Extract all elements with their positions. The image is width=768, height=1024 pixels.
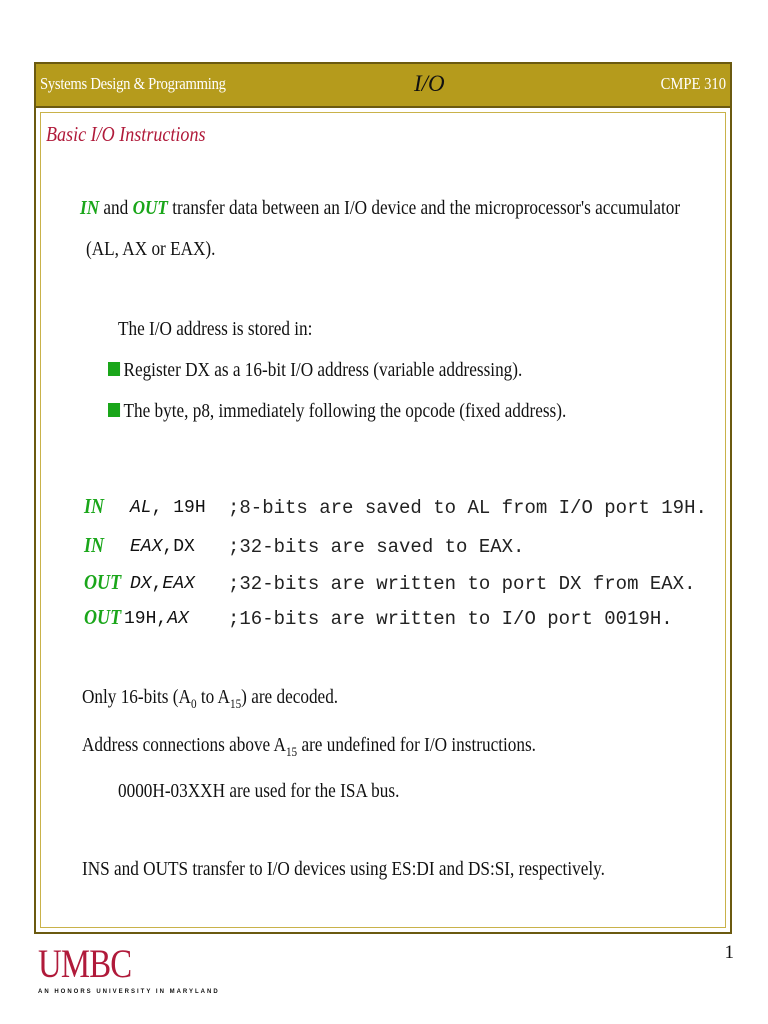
operand-sep: , — [162, 537, 174, 557]
page-number: 1 — [724, 942, 734, 963]
operand-sep: , — [151, 574, 163, 594]
course-title: Systems Design & Programming — [40, 74, 226, 93]
bullet-item — [108, 359, 522, 382]
operand-a: EAX — [130, 537, 163, 557]
bullet-text: Register DX as a 16-bit I/O address (variable addressing). — [123, 359, 523, 381]
address-note — [82, 734, 536, 760]
code-operands — [130, 498, 206, 518]
operand-b: DX — [173, 537, 195, 557]
code-operands — [130, 574, 195, 594]
code-comment: ;8-bits are saved to AL from I/O port 19H. — [228, 497, 707, 519]
operand-a: DX — [130, 574, 152, 594]
decode-note — [82, 686, 338, 712]
keyword-out: OUT — [132, 197, 168, 219]
subscript: 15 — [229, 696, 242, 711]
content-frame — [40, 112, 726, 928]
code-keyword: IN — [84, 494, 105, 518]
isa-note: 0000H-03XXH are used for the ISA bus. — [118, 780, 400, 802]
bullet-icon — [108, 362, 120, 376]
ins-outs-note: INS and OUTS transfer to I/O devices using ES:DI and DS:SI, respectively. — [82, 858, 605, 880]
note-text: Address connections above A — [82, 734, 286, 756]
operand-sep: , — [156, 609, 168, 629]
operand-a: AL — [130, 498, 152, 518]
operand-b: AX — [167, 609, 189, 629]
note-text: ) are decoded. — [241, 686, 339, 708]
operand-b: EAX — [162, 574, 195, 594]
note-text: Only 16-bits (A — [82, 686, 191, 708]
intro-and: and — [103, 197, 129, 219]
course-code: CMPE 310 — [660, 74, 726, 93]
operand-b: 19H — [173, 498, 206, 518]
operand-sep: , — [151, 498, 174, 518]
subscript: 15 — [285, 744, 298, 759]
note-text: to A — [196, 686, 230, 708]
keyword-in: IN — [80, 197, 100, 219]
code-comment: ;16-bits are written to I/O port 0019H. — [228, 608, 673, 630]
umbc-logo: UMBC — [38, 941, 132, 986]
code-keyword: OUT — [84, 605, 122, 629]
intro-rest: transfer data between an I/O device and the microprocessor's accumulator — [172, 197, 681, 219]
code-keyword: IN — [84, 533, 105, 557]
note-text: are undefined for I/O instructions. — [297, 734, 536, 756]
address-lead: The I/O address is stored in: — [118, 318, 313, 340]
code-comment: ;32-bits are saved to EAX. — [228, 536, 525, 558]
subscript: 0 — [190, 696, 197, 711]
intro-line-1 — [80, 197, 680, 220]
code-comment: ;32-bits are written to port DX from EAX. — [228, 573, 696, 595]
bullet-text: The byte, p8, immediately following the opcode (fixed address). — [123, 400, 567, 422]
code-operands — [130, 537, 195, 557]
header-bar — [36, 64, 730, 108]
intro-line-2: (AL, AX or EAX). — [86, 238, 216, 260]
code-keyword: OUT — [84, 570, 122, 594]
umbc-tagline: AN HONORS UNIVERSITY IN MARYLAND — [38, 989, 220, 995]
bullet-item — [108, 400, 566, 423]
slide-subtitle: Basic I/O Instructions — [46, 122, 206, 146]
bullet-icon — [108, 403, 120, 417]
code-operands — [124, 609, 189, 629]
operand-a: 19H — [124, 609, 157, 629]
topic-title: I/O — [414, 71, 445, 96]
